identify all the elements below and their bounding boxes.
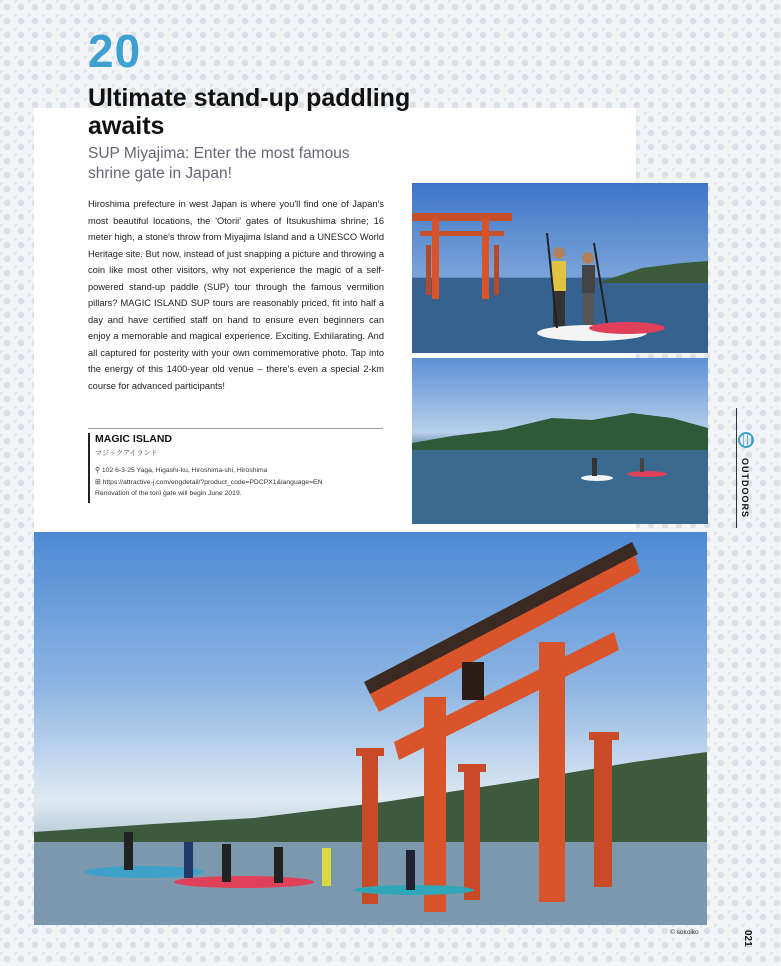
- article-subtitle: SUP Miyajima: Enter the most famous shrine gate in Japan!: [88, 145, 350, 182]
- section-divider: [736, 408, 737, 528]
- photo-paddlers-torii: [412, 183, 708, 353]
- photo-credit: © sokoiko: [670, 929, 699, 936]
- venue-address-row: [95, 466, 267, 474]
- venue-name-jp: マジックアイランド: [95, 450, 158, 457]
- venue-bar: [88, 433, 90, 503]
- globe-icon: [738, 432, 754, 448]
- article-number: 20: [88, 25, 142, 77]
- article-body: Hiroshima prefecture in west Japan is where you'll find one of Japan's most beautiful locations, the 'Otorii' gates of Itsukushima shrine; 16 meter high, a stone's throw from Miyajima Island and a UNESCO World Heritage site. But now, instead of just snapping a picture and throwing a coin like most other visitors, why not experience the magic of a self-powered stand-up paddle (SUP) tour through the famous vermilion pillars? MAGIC ISLAND SUP tours are reasonably priced, fit into half a day and have certified staff on hand to ensure even beginners can enjoy a memorable and magical experience. Exciting. Exhilarating. And all captured for posterity with your own commemorative photo. Tap into the energy of this 1400-year old venue – there's even a special 2-km course for advanced participants!: [88, 199, 384, 391]
- venue-divider: [88, 428, 383, 429]
- venue-url[interactable]: https://attractive-j.com/engdetail/?product_code=PDCPX1&language=EN: [102, 479, 323, 486]
- web-icon: ⊞: [95, 479, 101, 486]
- photo-grand-torii: [34, 532, 707, 925]
- article-title: Ultimate stand-up paddling awaits: [88, 84, 411, 140]
- location-pin-icon: ⚲: [95, 467, 100, 474]
- photo-bay-mountains: [412, 358, 708, 524]
- venue-address: 102 6-3-25 Yaga, Higashi-ku, Hiroshima-shi, Hiroshima: [101, 467, 268, 474]
- venue-url-row[interactable]: [95, 478, 323, 486]
- venue-note: Renovation of the torii gate will begin June 2019.: [95, 490, 242, 497]
- page-number: 021: [742, 930, 753, 947]
- venue-name: MAGIC ISLAND: [95, 433, 172, 445]
- section-label: OUTDOORS: [740, 458, 750, 519]
